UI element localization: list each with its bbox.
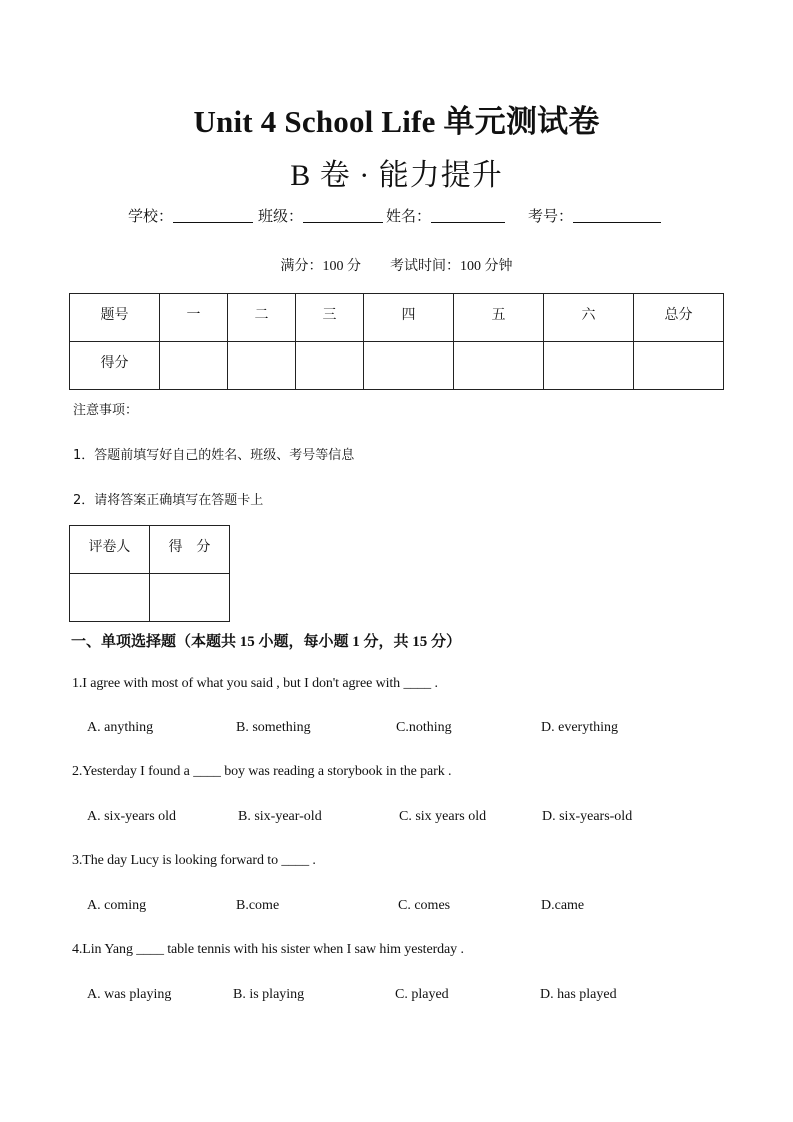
page-subtitle: B 卷 · 能力提升 (290, 159, 503, 192)
option-a[interactable]: A. six-years old (87, 809, 177, 824)
score-table-score-row (70, 342, 724, 390)
score-header-cell: 题号 (70, 294, 160, 342)
exam-number-label: 考号： (528, 209, 574, 225)
page-title: Unit 4 School Life 单元测试卷 (193, 104, 600, 139)
option-c[interactable]: C.nothing (396, 720, 452, 735)
score-cell[interactable] (296, 342, 364, 390)
score-cell[interactable] (544, 342, 634, 390)
option-a[interactable]: A. was playing (87, 987, 172, 1002)
option-b[interactable]: B. something (236, 720, 311, 735)
score-cell[interactable] (160, 342, 228, 390)
score-cell[interactable] (454, 342, 544, 390)
option-b[interactable]: B. six-year-old (238, 809, 322, 824)
full-score: 满分：100 分 (280, 259, 361, 274)
question-text: 1.I agree with most of what you said , but I don't agree with ____ . (72, 676, 438, 691)
score-header-cell: 一 (160, 294, 228, 342)
option-d[interactable]: D.came (541, 898, 585, 913)
score-table-header-row (70, 294, 724, 342)
score-header-cell: 六 (544, 294, 634, 342)
score-header-cell: 四 (364, 294, 454, 342)
option-b[interactable]: B. is playing (233, 987, 305, 1002)
score-header-cell: 二 (228, 294, 296, 342)
note-item: 2．请将答案正确填写在答题卡上 (73, 493, 264, 508)
note-item: 1．答题前填写好自己的姓名、班级、考号等信息 (73, 448, 355, 463)
class-label: 班级： (258, 209, 304, 225)
score-header-cell: 总分 (634, 294, 724, 342)
score-header-cell: 五 (454, 294, 544, 342)
score-cell[interactable] (364, 342, 454, 390)
question-text: 2.Yesterday I found a ____ boy was reading a storybook in the park . (72, 764, 452, 779)
grader-score-label: 得 分 (149, 526, 229, 574)
option-d[interactable]: D. everything (541, 720, 618, 735)
score-table (69, 293, 724, 390)
notes-heading: 注意事项： (73, 403, 139, 418)
grader-score-cell[interactable] (149, 574, 229, 622)
grader-cell[interactable] (70, 574, 150, 622)
option-a[interactable]: A. anything (87, 720, 154, 735)
name-label: 姓名： (386, 209, 432, 225)
score-cell[interactable] (228, 342, 296, 390)
school-label: 学校： (128, 209, 174, 225)
option-c[interactable]: C. six years old (399, 809, 487, 824)
option-c[interactable]: C. played (395, 987, 449, 1002)
score-row-label: 得分 (70, 342, 160, 390)
option-d[interactable]: D. has played (540, 987, 617, 1002)
question-text: 4.Lin Yang ____ table tennis with his sister when I saw him yesterday . (72, 942, 464, 957)
grader-table (69, 525, 230, 622)
school-field[interactable] (128, 205, 253, 226)
exam-number-field[interactable] (528, 205, 661, 226)
class-field[interactable] (258, 205, 383, 226)
exam-meta (0, 255, 793, 275)
option-b[interactable]: B.come (236, 898, 280, 913)
name-field[interactable] (386, 205, 505, 226)
section-title: 一、单项选择题（本题共 15 小题，每小题 1 分，共 15 分） (71, 634, 462, 650)
option-d[interactable]: D. six-years-old (542, 809, 633, 824)
question-text: 3.The day Lucy is looking forward to ____ . (72, 853, 316, 868)
score-cell[interactable] (634, 342, 724, 390)
option-c[interactable]: C. comes (398, 898, 451, 913)
grader-label: 评卷人 (70, 526, 150, 574)
exam-time: 考试时间：100 分钟 (390, 259, 513, 274)
option-a[interactable]: A. coming (87, 898, 147, 913)
score-header-cell: 三 (296, 294, 364, 342)
